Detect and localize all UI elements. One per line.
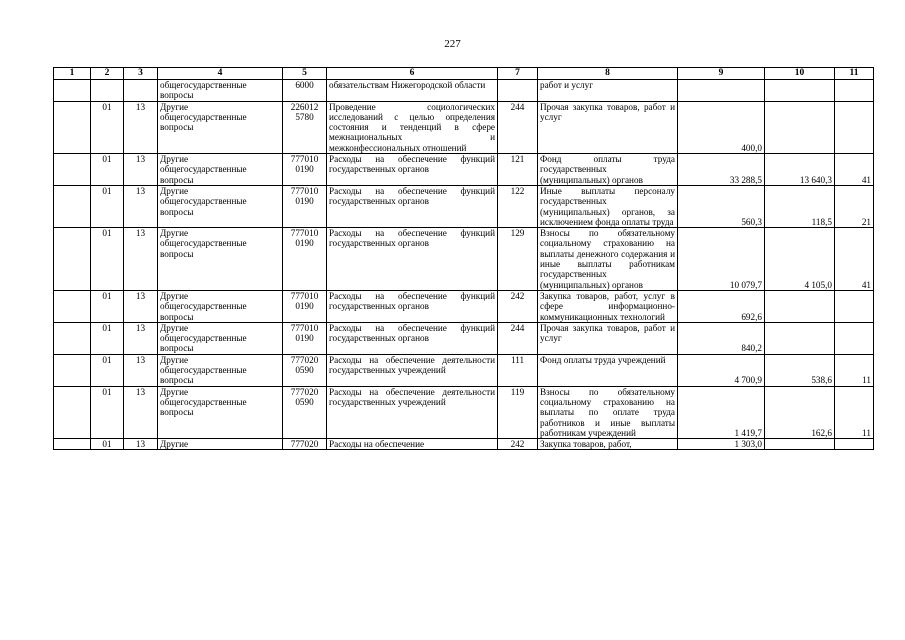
cell-section-name: общегосударственные вопросы: [158, 80, 283, 102]
cell-target-name: обязательствам Нижегородской области: [327, 80, 498, 102]
page-number: 227: [444, 38, 461, 50]
cell-actual: 162,6: [765, 386, 835, 438]
cell-section: 01: [91, 185, 124, 227]
cell-expense-code: 129: [498, 228, 538, 291]
cell-expense-name: Прочая закупка товаров, работ и услуг: [538, 322, 678, 354]
cell-subsection: 13: [124, 185, 158, 227]
cell-section: 01: [91, 101, 124, 153]
cell-section: [91, 80, 124, 102]
cell-expense-name: Закупка товаров, работ, услуг в сфере информационно-коммуникационных технологий: [538, 290, 678, 322]
cell-subsection: 13: [124, 354, 158, 386]
cell-actual: 118,5: [765, 185, 835, 227]
header-cell: 2: [91, 68, 124, 80]
cell-target-name: Расходы на обеспечение функций государственных органов: [327, 290, 498, 322]
cell-expense-code: 121: [498, 154, 538, 186]
table-row: [54, 154, 874, 186]
cell-actual: 538,6: [765, 354, 835, 386]
cell-col1: [54, 228, 91, 291]
cell-plan: [678, 80, 765, 102]
cell-target-code: 777010 0190: [283, 322, 327, 354]
cell-percent: [835, 322, 874, 354]
cell-subsection: 13: [124, 101, 158, 153]
cell-expense-code: 122: [498, 185, 538, 227]
cell-subsection: 13: [124, 386, 158, 438]
cell-section-name: Другие общегосударственные вопросы: [158, 228, 283, 291]
header-cell: 8: [538, 68, 678, 80]
cell-percent: [835, 439, 874, 450]
cell-section-name: Другие общегосударственные вопросы: [158, 154, 283, 186]
budget-table: [53, 67, 874, 450]
cell-target-name: Расходы на обеспечение функций государственных органов: [327, 228, 498, 291]
header-cell: 6: [327, 68, 498, 80]
cell-section: 01: [91, 290, 124, 322]
table-row: [54, 185, 874, 227]
cell-target-code: 6000: [283, 80, 327, 102]
cell-target-code: 777020 0590: [283, 354, 327, 386]
cell-expense-name: работ и услуг: [538, 80, 678, 102]
cell-plan: 560,3: [678, 185, 765, 227]
cell-target-code: 777010 0190: [283, 290, 327, 322]
cell-section-name: Другие: [158, 439, 283, 450]
cell-subsection: 13: [124, 322, 158, 354]
cell-section-name: Другие общегосударственные вопросы: [158, 290, 283, 322]
cell-expense-name: Иные выплаты персоналу государственных (муниципальных) органов, за исключением фонда оплаты труда: [538, 185, 678, 227]
cell-expense-name: Прочая закупка товаров, работ и услуг: [538, 101, 678, 153]
cell-target-name: Расходы на обеспечение функций государственных органов: [327, 322, 498, 354]
table-row: [54, 101, 874, 153]
cell-target-name: Расходы на обеспечение: [327, 439, 498, 450]
cell-target-name: Расходы на обеспечение деятельности государственных учреждений: [327, 386, 498, 438]
cell-plan: 400,0: [678, 101, 765, 153]
cell-percent: [835, 80, 874, 102]
cell-plan: 4 700,9: [678, 354, 765, 386]
cell-actual: [765, 439, 835, 450]
cell-expense-code: 119: [498, 386, 538, 438]
cell-subsection: [124, 80, 158, 102]
cell-percent: 11: [835, 354, 874, 386]
cell-plan: 1 303,0: [678, 439, 765, 450]
cell-target-code: 777010 0190: [283, 228, 327, 291]
cell-target-code: 226012 5780: [283, 101, 327, 153]
cell-section: 01: [91, 439, 124, 450]
cell-expense-name: Взносы по обязательному социальному страхованию на выплаты денежного содержания и иные выплаты работникам государственных (муниципальных) органов: [538, 228, 678, 291]
cell-col1: [54, 439, 91, 450]
cell-plan: 692,6: [678, 290, 765, 322]
cell-plan: 33 288,5: [678, 154, 765, 186]
cell-target-code: 777010 0190: [283, 185, 327, 227]
table-row: [54, 439, 874, 450]
cell-col1: [54, 101, 91, 153]
cell-expense-name: Фонд оплаты труда учреждений: [538, 354, 678, 386]
cell-expense-name: Закупка товаров, работ,: [538, 439, 678, 450]
cell-section-name: Другие общегосударственные вопросы: [158, 354, 283, 386]
cell-section: 01: [91, 354, 124, 386]
table-header-row: [54, 68, 874, 80]
table-row: [54, 386, 874, 438]
cell-target-name: Расходы на обеспечение функций государственных органов: [327, 185, 498, 227]
header-cell: 11: [835, 68, 874, 80]
table-row: [54, 322, 874, 354]
cell-percent: 41: [835, 154, 874, 186]
cell-actual: 13 640,3: [765, 154, 835, 186]
cell-percent: 21: [835, 185, 874, 227]
table-row: [54, 228, 874, 291]
cell-col1: [54, 185, 91, 227]
cell-col1: [54, 322, 91, 354]
header-cell: 10: [765, 68, 835, 80]
cell-actual: [765, 101, 835, 153]
cell-section: 01: [91, 154, 124, 186]
cell-subsection: 13: [124, 154, 158, 186]
table-row: [54, 80, 874, 102]
cell-col1: [54, 80, 91, 102]
cell-percent: [835, 101, 874, 153]
cell-actual: [765, 322, 835, 354]
cell-actual: [765, 80, 835, 102]
header-cell: 4: [158, 68, 283, 80]
cell-subsection: 13: [124, 290, 158, 322]
cell-expense-code: 242: [498, 439, 538, 450]
cell-actual: [765, 290, 835, 322]
cell-plan: 840,2: [678, 322, 765, 354]
cell-expense-name: Фонд оплаты труда государственных (муниципальных) органов: [538, 154, 678, 186]
cell-percent: 41: [835, 228, 874, 291]
cell-col1: [54, 154, 91, 186]
cell-col1: [54, 386, 91, 438]
cell-col1: [54, 354, 91, 386]
cell-target-code: 777020 0590: [283, 386, 327, 438]
cell-expense-name: Взносы по обязательному социальному страхованию на выплаты по оплате труда работников и иные выплаты работникам учреждений: [538, 386, 678, 438]
cell-col1: [54, 290, 91, 322]
cell-subsection: 13: [124, 439, 158, 450]
table-row: [54, 290, 874, 322]
cell-subsection: 13: [124, 228, 158, 291]
cell-expense-code: 111: [498, 354, 538, 386]
cell-section: 01: [91, 228, 124, 291]
cell-section: 01: [91, 322, 124, 354]
cell-percent: [835, 290, 874, 322]
cell-target-code: 777020: [283, 439, 327, 450]
header-cell: 5: [283, 68, 327, 80]
cell-section: 01: [91, 386, 124, 438]
cell-plan: 10 079,7: [678, 228, 765, 291]
cell-expense-code: 244: [498, 101, 538, 153]
cell-target-name: Проведение социологических исследований с целью определения состояния и тенденций в сфере межнациональных и межконфессиональных отношений: [327, 101, 498, 153]
cell-actual: 4 105,0: [765, 228, 835, 291]
cell-expense-code: [498, 80, 538, 102]
cell-plan: 1 419,7: [678, 386, 765, 438]
cell-target-name: Расходы на обеспечение деятельности государственных учреждений: [327, 354, 498, 386]
cell-target-code: 777010 0190: [283, 154, 327, 186]
cell-percent: 11: [835, 386, 874, 438]
header-cell: 1: [54, 68, 91, 80]
cell-section-name: Другие общегосударственные вопросы: [158, 386, 283, 438]
header-cell: 3: [124, 68, 158, 80]
cell-expense-code: 244: [498, 322, 538, 354]
table-row: [54, 354, 874, 386]
cell-section-name: Другие общегосударственные вопросы: [158, 185, 283, 227]
cell-section-name: Другие общегосударственные вопросы: [158, 101, 283, 153]
header-cell: 9: [678, 68, 765, 80]
cell-target-name: Расходы на обеспечение функций государственных органов: [327, 154, 498, 186]
header-cell: 7: [498, 68, 538, 80]
cell-expense-code: 242: [498, 290, 538, 322]
cell-section-name: Другие общегосударственные вопросы: [158, 322, 283, 354]
